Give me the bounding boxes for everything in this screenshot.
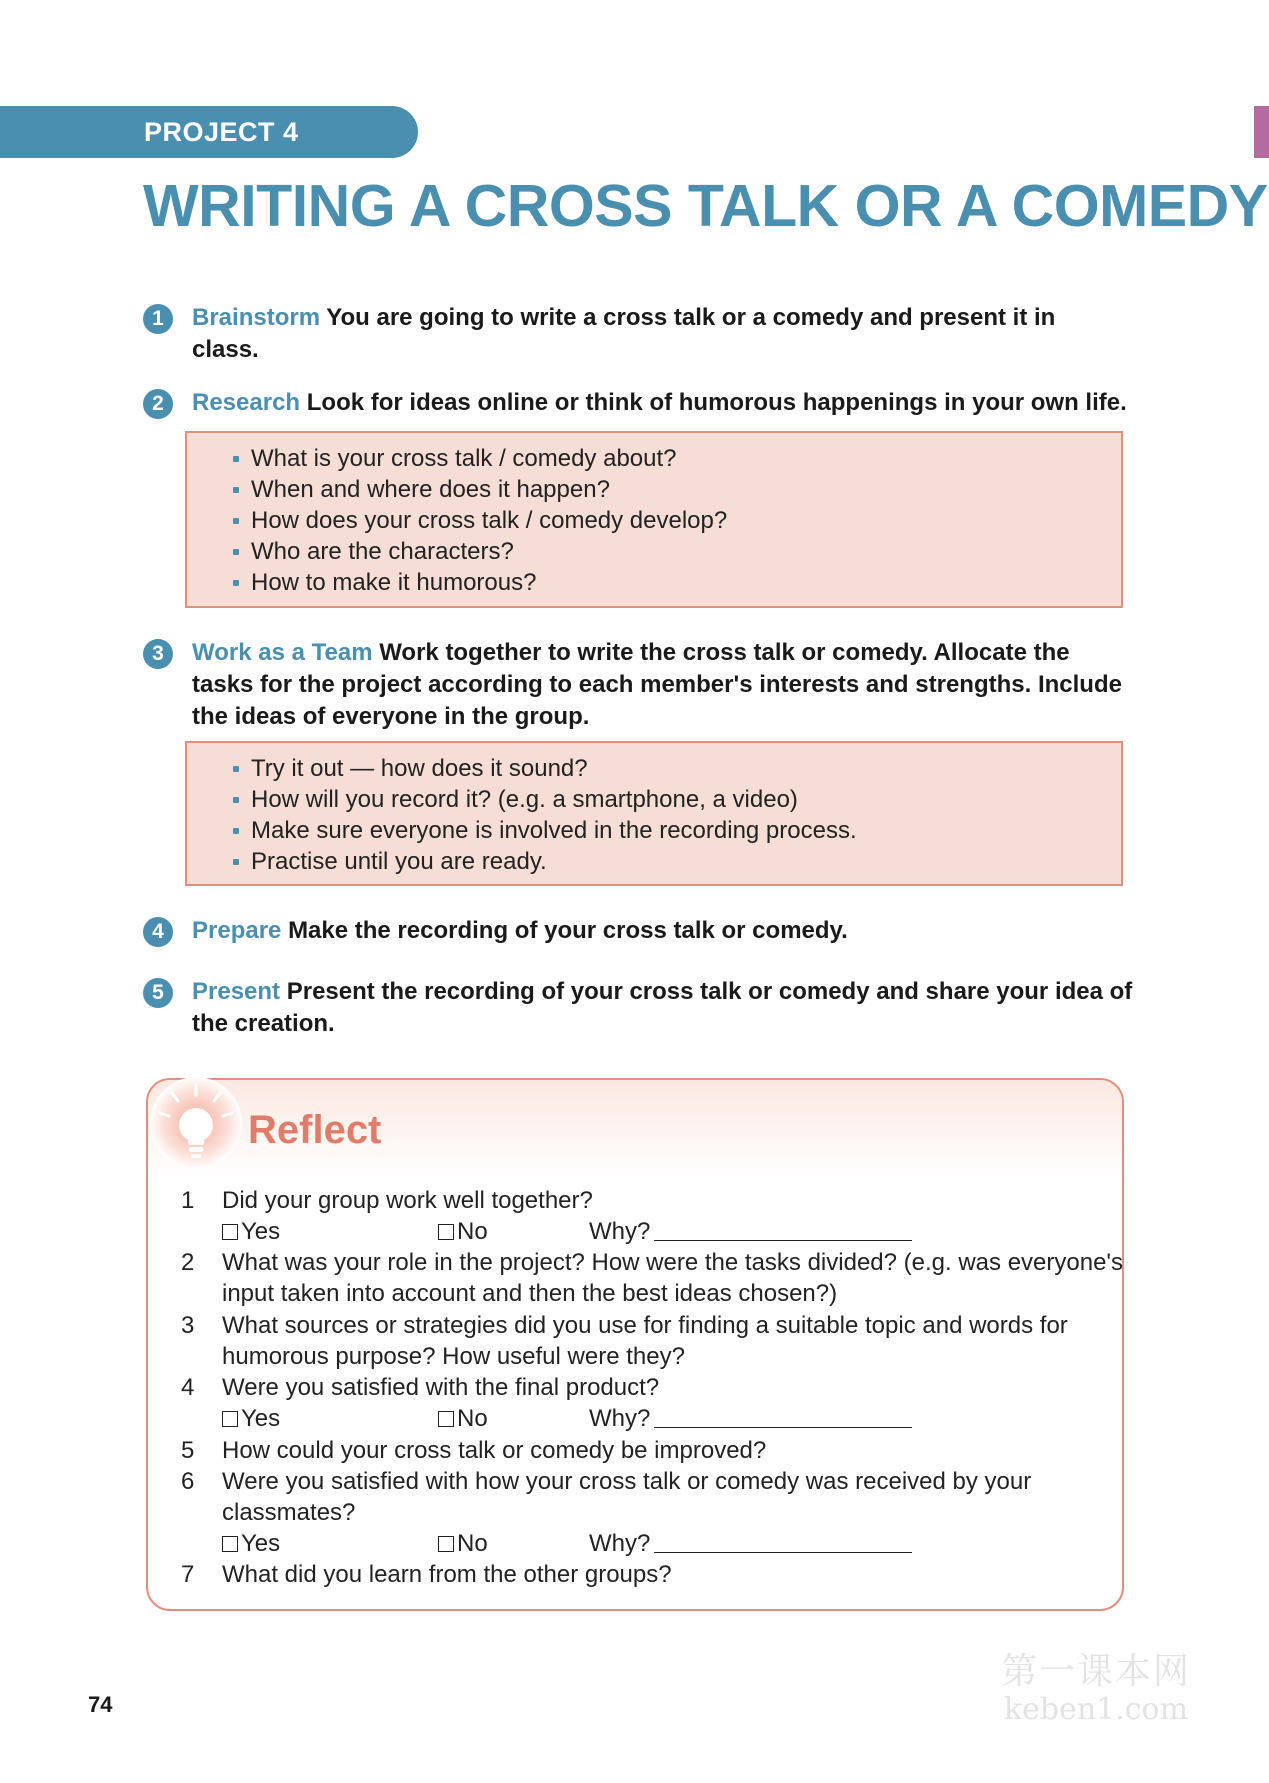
question-number: 4 [181, 1374, 195, 1401]
no-option[interactable]: No [438, 1216, 488, 1247]
question-text: Were you satisfied with how your cross talk or comedy was received by your [222, 1468, 1032, 1495]
step-number-3: 3 [143, 639, 173, 669]
question-number: 5 [181, 1437, 195, 1464]
question-number: 2 [181, 1249, 195, 1276]
question-number: 7 [181, 1561, 195, 1588]
question-text: What was your role in the project? How were the tasks divided? (e.g. was everyone's [222, 1249, 1124, 1276]
checkbox-icon[interactable] [438, 1224, 454, 1240]
watermark-cn: 第一课本网 [1000, 1651, 1191, 1692]
list-item: What is your cross talk / comedy about? [251, 443, 1121, 474]
list-item: How to make it humorous? [251, 567, 1121, 598]
step-1 [143, 302, 1103, 366]
step-number-5: 5 [143, 978, 173, 1008]
step-5 [143, 976, 1133, 1040]
checkbox-icon[interactable] [222, 1536, 238, 1552]
question-number: 3 [181, 1312, 195, 1339]
question-text: humorous purpose? How useful were they? [222, 1343, 685, 1370]
question-text: Were you satisfied with the final product? [222, 1374, 660, 1401]
list-item: Who are the characters? [251, 536, 1121, 567]
page-number: 74 [88, 1692, 113, 1717]
why-label: Why? [589, 1218, 651, 1245]
why-label: Why? [589, 1405, 651, 1432]
checkbox-icon[interactable] [438, 1536, 454, 1552]
checkbox-icon[interactable] [222, 1411, 238, 1427]
page-title: WRITING A CROSS TALK OR A COMEDY [143, 173, 1268, 239]
list-item: Make sure everyone is involved in the recording process. [251, 815, 1121, 846]
checkbox-icon[interactable] [438, 1411, 454, 1427]
research-tips-list [251, 443, 1121, 598]
step-number-2: 2 [143, 389, 173, 419]
step-label-work-as-a-team: Work as a Team [192, 639, 373, 666]
why-answer-line[interactable] [654, 1552, 912, 1553]
why-answer-line[interactable] [654, 1240, 912, 1241]
watermark [996, 1652, 1196, 1728]
team-tips-list [251, 753, 1121, 877]
why-answer-line[interactable] [654, 1427, 912, 1428]
step-label-research: Research [192, 389, 301, 416]
no-option[interactable]: No [438, 1403, 488, 1434]
step-label-brainstorm: Brainstorm [192, 304, 321, 331]
yes-option[interactable]: Yes [222, 1403, 280, 1434]
team-tips-box [185, 741, 1123, 886]
step-number-4: 4 [143, 917, 173, 947]
list-item: How will you record it? (e.g. a smartphone, a video) [251, 784, 1121, 815]
step-label-prepare: Prepare [192, 917, 282, 944]
question-text: classmates? [222, 1499, 356, 1526]
step-2 [143, 387, 1133, 419]
question-number: 6 [181, 1468, 195, 1495]
question-text: Did your group work well together? [222, 1187, 593, 1214]
page-edge-marker [1254, 106, 1269, 158]
step-text-research: Look for ideas online or think of humorous happenings in your own life. [306, 389, 1127, 416]
step-text-brainstorm: You are going to write a cross talk or a comedy and present it in class. [192, 304, 1056, 363]
step-4 [143, 915, 1133, 947]
step-3 [143, 637, 1133, 733]
step-text-prepare: Make the recording of your cross talk or comedy. [288, 917, 848, 944]
question-text: What sources or strategies did you use for finding a suitable topic and words for [222, 1312, 1068, 1339]
step-label-present: Present [192, 978, 281, 1005]
question-text: input taken into account and then the best ideas chosen?) [222, 1280, 838, 1307]
watermark-en: keben1.com [1003, 1692, 1189, 1727]
why-label: Why? [589, 1530, 651, 1557]
list-item: When and where does it happen? [251, 474, 1121, 505]
question-text: What did you learn from the other groups? [222, 1561, 672, 1588]
list-item: Try it out — how does it sound? [251, 753, 1121, 784]
no-option[interactable]: No [438, 1528, 488, 1559]
list-item: How does your cross talk / comedy develop? [251, 505, 1121, 536]
lightbulb-icon [148, 1075, 244, 1171]
checkbox-icon[interactable] [222, 1224, 238, 1240]
project-label: PROJECT 4 [0, 106, 418, 158]
list-item: Practise until you are ready. [251, 846, 1121, 877]
step-number-1: 1 [143, 304, 173, 334]
research-tips-box [185, 431, 1123, 608]
reflect-title: Reflect [248, 1108, 382, 1152]
question-text: How could your cross talk or comedy be improved? [222, 1437, 767, 1464]
question-number: 1 [181, 1187, 195, 1214]
yes-option[interactable]: Yes [222, 1528, 280, 1559]
step-text-present: Present the recording of your cross talk or comedy and share your idea of the creation. [192, 978, 1133, 1037]
yes-option[interactable]: Yes [222, 1216, 280, 1247]
step-text-work-as-a-team: Work together to write the cross talk or comedy. Allocate the tasks for the project according to each member's interests and strengths. Include the ideas of everyone in the group. [192, 639, 1122, 730]
